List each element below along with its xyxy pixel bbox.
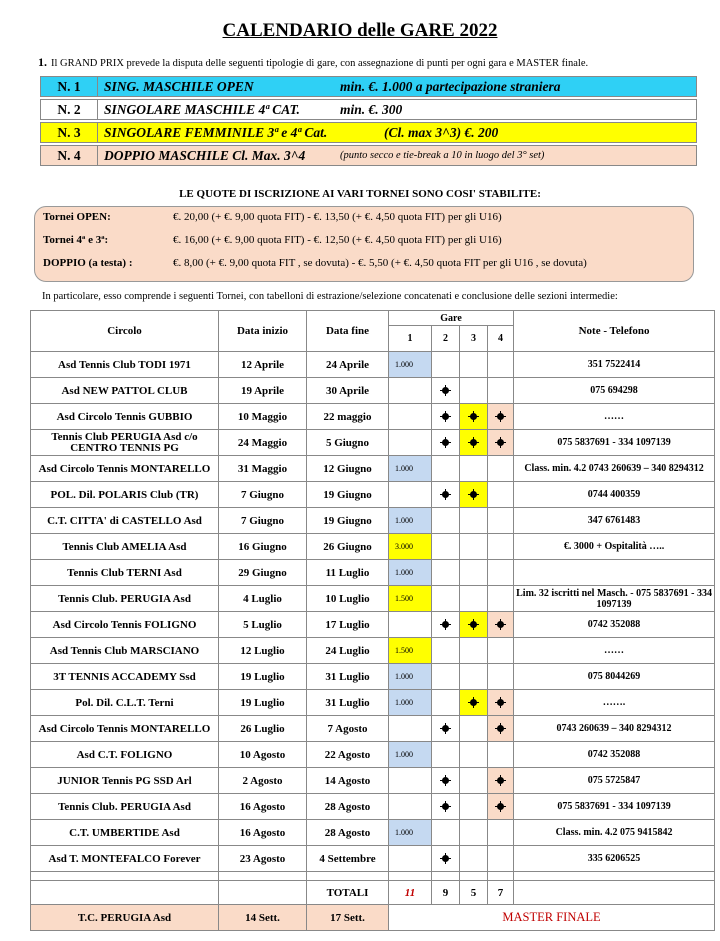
category-number: N. 3 bbox=[41, 123, 98, 142]
totals-gara-4: 7 bbox=[488, 881, 514, 905]
note-telefono-cell: 075 5725847 bbox=[514, 768, 715, 794]
gara-3-cell bbox=[460, 664, 488, 690]
gara-4-cell bbox=[488, 378, 514, 404]
table-row bbox=[31, 612, 715, 638]
gara-3-cell bbox=[460, 456, 488, 482]
gara-1-cell: 1.500 bbox=[389, 586, 432, 612]
note-telefono-cell bbox=[514, 560, 715, 586]
table-row bbox=[31, 846, 715, 872]
spacer-cell bbox=[31, 872, 219, 881]
note-telefono-cell: 0744 400359 bbox=[514, 482, 715, 508]
gara-1-cell bbox=[389, 716, 432, 742]
marker-icon bbox=[442, 621, 449, 628]
gara-1-cell bbox=[389, 768, 432, 794]
page-title: CALENDARIO delle GARE 2022 bbox=[222, 20, 498, 41]
spacer-cell bbox=[307, 872, 389, 881]
table-row bbox=[31, 638, 715, 664]
data-inizio-cell: 24 Maggio bbox=[219, 430, 307, 456]
note-telefono-cell: 075 5837691 - 334 1097139 bbox=[514, 430, 715, 456]
gara-3-cell bbox=[460, 404, 488, 430]
totals-gara-3: 5 bbox=[460, 881, 488, 905]
gara-4-cell bbox=[488, 716, 514, 742]
data-fine-cell: 10 Luglio bbox=[307, 586, 389, 612]
note-telefono-cell: €. 3000 + Ospitalità ….. bbox=[514, 534, 715, 560]
table-row bbox=[31, 664, 715, 690]
marker-icon bbox=[442, 439, 449, 446]
circolo-cell: Asd Tennis Club TODI 1971 bbox=[31, 352, 219, 378]
gara-3-cell bbox=[460, 794, 488, 820]
circolo-cell: Tennis Club TERNI Asd bbox=[31, 560, 219, 586]
gara-2-cell bbox=[432, 508, 460, 534]
gara-2-cell bbox=[432, 664, 460, 690]
data-inizio-cell: 2 Agosto bbox=[219, 768, 307, 794]
gara-1-cell bbox=[389, 482, 432, 508]
circolo-cell: C.T. CITTA' di CASTELLO Asd bbox=[31, 508, 219, 534]
gara-1-cell bbox=[389, 430, 432, 456]
gara-1-cell bbox=[389, 378, 432, 404]
data-inizio-cell: 19 Luglio bbox=[219, 664, 307, 690]
note-telefono-cell: 075 694298 bbox=[514, 378, 715, 404]
circolo-cell: Asd Circolo Tennis MONTARELLO bbox=[31, 456, 219, 482]
data-inizio-cell: 16 Agosto bbox=[219, 820, 307, 846]
gara-2-cell bbox=[432, 690, 460, 716]
data-fine-cell: 19 Giugno bbox=[307, 482, 389, 508]
marker-icon bbox=[442, 803, 449, 810]
category-name: SINGOLARE MASCHILE 4ª CAT. bbox=[104, 101, 300, 117]
table-row bbox=[31, 794, 715, 820]
marker-icon bbox=[470, 699, 477, 706]
gara-2-cell bbox=[432, 716, 460, 742]
circolo-cell: Tennis Club AMELIA Asd bbox=[31, 534, 219, 560]
gara-2-cell bbox=[432, 586, 460, 612]
note-telefono-cell: 0742 352088 bbox=[514, 742, 715, 768]
gara-4-cell bbox=[488, 404, 514, 430]
gara-4-cell bbox=[488, 846, 514, 872]
particolare-text: In particolare, esso comprende i seguenti Tornei, con tabelloni di estrazione/selezione concatenati e conclusione delle sezioni intermedie: bbox=[42, 291, 618, 302]
spacer-cell bbox=[432, 872, 460, 881]
data-fine-cell: 28 Agosto bbox=[307, 820, 389, 846]
gara-1-cell: 1.000 bbox=[389, 456, 432, 482]
gara-3-cell bbox=[460, 352, 488, 378]
data-fine-cell: 28 Agosto bbox=[307, 794, 389, 820]
spacer-cell bbox=[389, 872, 432, 881]
gara-1-cell: 1.000 bbox=[389, 664, 432, 690]
gara-3-cell bbox=[460, 638, 488, 664]
gara-2-cell bbox=[432, 846, 460, 872]
table-row bbox=[31, 352, 715, 378]
circolo-cell: Pol. Dil. C.L.T. Terni bbox=[31, 690, 219, 716]
data-inizio-cell: 7 Giugno bbox=[219, 482, 307, 508]
spacer-row bbox=[31, 872, 715, 881]
note-telefono-cell: ……. bbox=[514, 690, 715, 716]
table-row bbox=[31, 586, 715, 612]
data-fine-cell: 30 Aprile bbox=[307, 378, 389, 404]
data-fine-cell: 24 Luglio bbox=[307, 638, 389, 664]
category-number: N. 2 bbox=[41, 100, 98, 119]
gara-3-cell bbox=[460, 430, 488, 456]
table-row bbox=[31, 690, 715, 716]
marker-icon bbox=[442, 725, 449, 732]
gara-2-cell bbox=[432, 612, 460, 638]
marker-icon bbox=[442, 387, 449, 394]
gara-4-cell bbox=[488, 508, 514, 534]
category-band bbox=[40, 145, 697, 166]
note-telefono-cell: 0742 352088 bbox=[514, 612, 715, 638]
gara-2-cell bbox=[432, 456, 460, 482]
gara-3-cell bbox=[460, 820, 488, 846]
data-fine-cell: 22 Agosto bbox=[307, 742, 389, 768]
gara-2-cell bbox=[432, 482, 460, 508]
header-gara-3: 3 bbox=[460, 326, 488, 352]
gara-1-cell: 1.500 bbox=[389, 638, 432, 664]
category-note: min. €. 300 bbox=[340, 101, 403, 117]
gara-3-cell bbox=[460, 716, 488, 742]
data-inizio-cell: 31 Maggio bbox=[219, 456, 307, 482]
quote-text: €. 16,00 (+ €. 9,00 quota FIT) - €. 12,50 (+ €. 4,50 quota FIT) per gli U16) bbox=[173, 234, 502, 246]
header-gara-1: 1 bbox=[389, 326, 432, 352]
gara-3-cell bbox=[460, 560, 488, 586]
intro-number: 1. bbox=[38, 55, 47, 69]
totals-gara-2: 9 bbox=[432, 881, 460, 905]
gara-3-cell bbox=[460, 586, 488, 612]
marker-icon bbox=[497, 699, 504, 706]
gara-4-cell bbox=[488, 456, 514, 482]
master-row bbox=[31, 905, 715, 931]
gara-2-cell bbox=[432, 352, 460, 378]
note-telefono-cell: …… bbox=[514, 404, 715, 430]
gara-1-cell bbox=[389, 612, 432, 638]
gara-4-cell bbox=[488, 560, 514, 586]
gara-1-cell: 1.000 bbox=[389, 352, 432, 378]
data-fine-cell: 26 Giugno bbox=[307, 534, 389, 560]
data-fine-cell: 14 Agosto bbox=[307, 768, 389, 794]
table-row bbox=[31, 404, 715, 430]
quote-title: LE QUOTE DI ISCRIZIONE AI VARI TORNEI SONO COSI' STABILITE: bbox=[179, 188, 541, 200]
marker-icon bbox=[497, 777, 504, 784]
circolo-cell: Asd Circolo Tennis GUBBIO bbox=[31, 404, 219, 430]
note-telefono-cell: 347 6761483 bbox=[514, 508, 715, 534]
category-number: N. 4 bbox=[41, 146, 98, 165]
marker-icon bbox=[497, 725, 504, 732]
quote-text: €. 8,00 (+ €. 9,00 quota FIT , se dovuta) - €. 5,50 (+ €. 4,50 quota FIT per gli U16 , se dovuta) bbox=[173, 257, 587, 269]
marker-icon bbox=[497, 803, 504, 810]
header-gara-4: 4 bbox=[488, 326, 514, 352]
table-row bbox=[31, 482, 715, 508]
data-inizio-cell: 29 Giugno bbox=[219, 560, 307, 586]
category-band bbox=[40, 122, 697, 143]
intro-text bbox=[38, 55, 588, 70]
totals-gara-1: 11 bbox=[389, 881, 432, 905]
table-row bbox=[31, 508, 715, 534]
gara-4-cell bbox=[488, 820, 514, 846]
gara-1-cell: 1.000 bbox=[389, 820, 432, 846]
circolo-cell: Asd Circolo Tennis FOLIGNO bbox=[31, 612, 219, 638]
gara-2-cell bbox=[432, 378, 460, 404]
data-inizio-cell: 12 Luglio bbox=[219, 638, 307, 664]
gara-1-cell bbox=[389, 794, 432, 820]
circolo-cell: Tennis Club. PERUGIA Asd bbox=[31, 586, 219, 612]
gara-3-cell bbox=[460, 508, 488, 534]
quote-row-4-3 bbox=[43, 234, 502, 246]
data-inizio-cell: 19 Aprile bbox=[219, 378, 307, 404]
marker-icon bbox=[470, 621, 477, 628]
quote-label: Tornei OPEN: bbox=[43, 211, 111, 223]
gara-4-cell bbox=[488, 612, 514, 638]
circolo-cell: Asd C.T. FOLIGNO bbox=[31, 742, 219, 768]
circolo-cell: 3T TENNIS ACCADEMY Ssd bbox=[31, 664, 219, 690]
data-inizio-cell: 26 Luglio bbox=[219, 716, 307, 742]
data-fine-cell: 31 Luglio bbox=[307, 690, 389, 716]
gara-3-cell bbox=[460, 690, 488, 716]
data-fine-cell: 17 Luglio bbox=[307, 612, 389, 638]
data-fine-cell: 22 maggio bbox=[307, 404, 389, 430]
gara-3-cell bbox=[460, 846, 488, 872]
data-inizio-cell: 10 Maggio bbox=[219, 404, 307, 430]
marker-icon bbox=[497, 413, 504, 420]
gara-2-cell bbox=[432, 768, 460, 794]
marker-icon bbox=[470, 491, 477, 498]
marker-icon bbox=[442, 413, 449, 420]
header-circolo: Circolo bbox=[31, 311, 219, 352]
marker-icon bbox=[442, 777, 449, 784]
table-row bbox=[31, 430, 715, 456]
quote-row-doppio bbox=[43, 257, 587, 269]
quote-text: €. 20,00 (+ €. 9,00 quota FIT) - €. 13,50 (+ €. 4,50 quota FIT) per gli U16) bbox=[173, 211, 502, 223]
table-row bbox=[31, 820, 715, 846]
data-fine-cell: 4 Settembre bbox=[307, 846, 389, 872]
category-note: min. €. 1.000 a partecipazione straniera bbox=[340, 78, 561, 94]
gara-1-cell: 3.000 bbox=[389, 534, 432, 560]
gara-4-cell bbox=[488, 586, 514, 612]
gara-1-cell: 1.000 bbox=[389, 508, 432, 534]
data-inizio-cell: 16 Giugno bbox=[219, 534, 307, 560]
gara-4-cell bbox=[488, 638, 514, 664]
note-telefono-cell: 0743 260639 – 340 8294312 bbox=[514, 716, 715, 742]
data-inizio-cell: 7 Giugno bbox=[219, 508, 307, 534]
note-telefono-cell: Class. min. 4.2 0743 260639 – 340 8294312 bbox=[514, 456, 715, 482]
gara-1-cell bbox=[389, 404, 432, 430]
quote-box bbox=[34, 206, 694, 282]
quote-label: DOPPIO (a testa) : bbox=[43, 257, 133, 269]
circolo-cell: Tennis Club PERUGIA Asd c/o CENTRO TENNIS PG bbox=[31, 430, 219, 456]
spacer-cell bbox=[514, 872, 715, 881]
circolo-cell: Asd Tennis Club MARSCIANO bbox=[31, 638, 219, 664]
header-fine: Data fine bbox=[307, 311, 389, 352]
data-fine-cell: 19 Giugno bbox=[307, 508, 389, 534]
category-note: (Cl. max 3^3) €. 200 bbox=[384, 124, 499, 140]
marker-icon bbox=[442, 491, 449, 498]
data-inizio-cell: 10 Agosto bbox=[219, 742, 307, 768]
gara-2-cell bbox=[432, 794, 460, 820]
table-row bbox=[31, 742, 715, 768]
header-row bbox=[31, 311, 715, 326]
marker-icon bbox=[442, 855, 449, 862]
gara-1-cell: 1.000 bbox=[389, 560, 432, 586]
data-inizio-cell: 16 Agosto bbox=[219, 794, 307, 820]
gara-4-cell bbox=[488, 794, 514, 820]
master-circolo: T.C. PERUGIA Asd bbox=[31, 905, 219, 931]
data-inizio-cell: 19 Luglio bbox=[219, 690, 307, 716]
category-band bbox=[40, 76, 697, 97]
category-name: SING. MASCHILE OPEN bbox=[104, 78, 254, 94]
gara-2-cell bbox=[432, 742, 460, 768]
calendar-table bbox=[30, 310, 715, 931]
gara-2-cell bbox=[432, 638, 460, 664]
gara-4-cell bbox=[488, 430, 514, 456]
table-row bbox=[31, 716, 715, 742]
data-inizio-cell: 23 Agosto bbox=[219, 846, 307, 872]
gara-4-cell bbox=[488, 534, 514, 560]
totals-empty bbox=[31, 881, 219, 905]
category-number: N. 1 bbox=[41, 77, 98, 96]
data-fine-cell: 11 Luglio bbox=[307, 560, 389, 586]
gara-4-cell bbox=[488, 352, 514, 378]
note-telefono-cell: 075 8044269 bbox=[514, 664, 715, 690]
note-telefono-cell: 351 7522414 bbox=[514, 352, 715, 378]
category-name: SINGOLARE FEMMINILE 3ª e 4ª Cat. bbox=[104, 124, 328, 140]
spacer-cell bbox=[460, 872, 488, 881]
marker-icon bbox=[470, 413, 477, 420]
gara-4-cell bbox=[488, 690, 514, 716]
totals-label: TOTALI bbox=[307, 881, 389, 905]
data-inizio-cell: 12 Aprile bbox=[219, 352, 307, 378]
table-row bbox=[31, 560, 715, 586]
table-row bbox=[31, 456, 715, 482]
circolo-cell: Asd Circolo Tennis MONTARELLO bbox=[31, 716, 219, 742]
note-telefono-cell: …… bbox=[514, 638, 715, 664]
circolo-cell: JUNIOR Tennis PG SSD Arl bbox=[31, 768, 219, 794]
marker-icon bbox=[497, 621, 504, 628]
marker-icon bbox=[470, 439, 477, 446]
gara-3-cell bbox=[460, 612, 488, 638]
totals-empty bbox=[514, 881, 715, 905]
gara-1-cell bbox=[389, 846, 432, 872]
gara-3-cell bbox=[460, 534, 488, 560]
note-telefono-cell: 075 5837691 - 334 1097139 bbox=[514, 794, 715, 820]
gara-4-cell bbox=[488, 742, 514, 768]
totals-row bbox=[31, 881, 715, 905]
data-inizio-cell: 4 Luglio bbox=[219, 586, 307, 612]
gara-2-cell bbox=[432, 534, 460, 560]
gara-2-cell bbox=[432, 430, 460, 456]
circolo-cell: C.T. UMBERTIDE Asd bbox=[31, 820, 219, 846]
gara-2-cell bbox=[432, 560, 460, 586]
category-band bbox=[40, 99, 697, 120]
gara-2-cell bbox=[432, 820, 460, 846]
totals-empty bbox=[219, 881, 307, 905]
gara-3-cell bbox=[460, 742, 488, 768]
circolo-cell: Asd NEW PATTOL CLUB bbox=[31, 378, 219, 404]
category-note: (punto secco e tie-break a 10 in luogo del 3° set) bbox=[340, 150, 545, 161]
quote-row-open bbox=[43, 211, 502, 223]
master-finale-label: MASTER FINALE bbox=[389, 905, 715, 931]
gara-3-cell bbox=[460, 378, 488, 404]
table-row bbox=[31, 768, 715, 794]
data-fine-cell: 5 Giugno bbox=[307, 430, 389, 456]
table-row bbox=[31, 534, 715, 560]
circolo-cell: POL. Dil. POLARIS Club (TR) bbox=[31, 482, 219, 508]
intro-body: Il GRAND PRIX prevede la disputa delle seguenti tipologie di gare, con assegnazione di punti per ogni gara e MASTER finale. bbox=[51, 58, 589, 69]
data-fine-cell: 31 Luglio bbox=[307, 664, 389, 690]
header-gare: Gare bbox=[389, 311, 514, 326]
spacer-cell bbox=[219, 872, 307, 881]
gara-1-cell: 1.000 bbox=[389, 690, 432, 716]
data-fine-cell: 7 Agosto bbox=[307, 716, 389, 742]
table-row bbox=[31, 378, 715, 404]
data-fine-cell: 12 Giugno bbox=[307, 456, 389, 482]
data-inizio-cell: 5 Luglio bbox=[219, 612, 307, 638]
header-gara-2: 2 bbox=[432, 326, 460, 352]
header-inizio: Data inizio bbox=[219, 311, 307, 352]
note-telefono-cell: Lim. 32 iscritti nel Masch. - 075 5837691 - 334 1097139 bbox=[514, 586, 715, 612]
gara-4-cell bbox=[488, 482, 514, 508]
circolo-cell: Asd T. MONTEFALCO Forever bbox=[31, 846, 219, 872]
gara-3-cell bbox=[460, 482, 488, 508]
master-fine: 17 Sett. bbox=[307, 905, 389, 931]
note-telefono-cell: 335 6206525 bbox=[514, 846, 715, 872]
quote-label: Tornei 4ª e 3ª: bbox=[43, 234, 109, 246]
header-note: Note - Telefono bbox=[514, 311, 715, 352]
spacer-cell bbox=[488, 872, 514, 881]
gara-1-cell: 1.000 bbox=[389, 742, 432, 768]
category-name: DOPPIO MASCHILE Cl. Max. 3^4 bbox=[104, 147, 306, 163]
gara-4-cell bbox=[488, 768, 514, 794]
marker-icon bbox=[497, 439, 504, 446]
note-telefono-cell: Class. min. 4.2 075 9415842 bbox=[514, 820, 715, 846]
circolo-cell: Tennis Club. PERUGIA Asd bbox=[31, 794, 219, 820]
gara-3-cell bbox=[460, 768, 488, 794]
data-fine-cell: 24 Aprile bbox=[307, 352, 389, 378]
gara-2-cell bbox=[432, 404, 460, 430]
gara-4-cell bbox=[488, 664, 514, 690]
master-inizio: 14 Sett. bbox=[219, 905, 307, 931]
